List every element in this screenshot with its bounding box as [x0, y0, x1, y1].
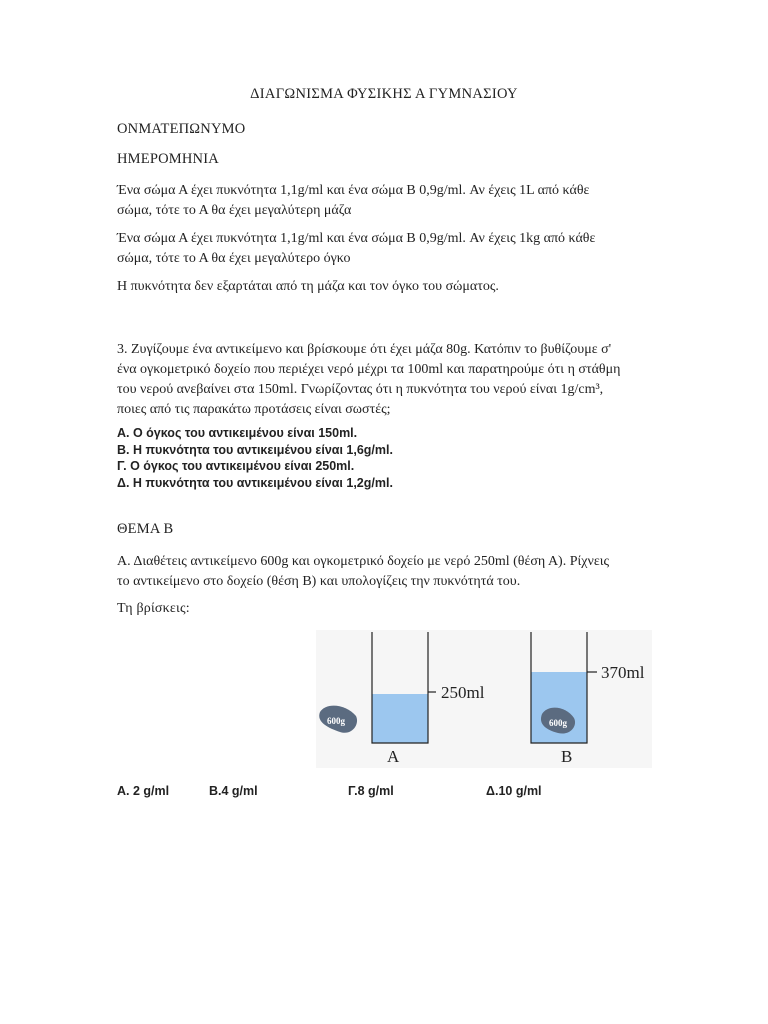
statement-1-line-1: Ένα σώμα Α έχει πυκνότητα 1,1g/ml και ένα σώμα Β 0,9g/ml. Αν έχεις 1L από κάθε — [117, 183, 590, 198]
theme-b-heading: ΘΕΜΑ Β — [117, 521, 174, 537]
theme-b-line-1: Α. Διαθέτεις αντικείμενο 600g και ογκομετρικό δοχείο με νερό 250ml (θέση Α). Ρίχνεις — [117, 554, 610, 569]
theme-b-text — [117, 552, 657, 592]
beaker-a-volume-label: 250ml — [441, 683, 485, 702]
name-label: ΟΝΜΑΤΕΠΩΝΥΜΟ — [117, 121, 246, 137]
answer-d: Δ.10 g/ml — [486, 784, 542, 798]
answer-b: Β.4 g/ml — [209, 784, 258, 798]
statement-2 — [117, 229, 657, 269]
question-3-line-2: ένα ογκομετρικό δοχείο που περιέχει νερό μέχρι τα 100ml και παρατηρούμε ότι η στάθμη — [117, 362, 621, 377]
statement-2-line-1: Ένα σώμα Α έχει πυκνότητα 1,1g/ml και ένα σώμα Β 0,9g/ml. Αν έχεις 1kg από κάθε — [117, 231, 596, 246]
question-3-line-3: του νερού ανεβαίνει στα 150ml. Γνωρίζοντας ότι η πυκνότητα του νερού είναι 1g/cm³, — [117, 382, 604, 397]
statement-2-line-2: σώμα, τότε το Α θα έχει μεγαλύτερο όγκο — [117, 251, 351, 266]
stone-b-mass-label: 600g — [549, 718, 567, 728]
statement-1 — [117, 181, 657, 221]
question-3-option-c: Γ. Ο όγκος του αντικειμένου είναι 250ml. — [117, 459, 355, 473]
answer-a: Α. 2 g/ml — [117, 784, 170, 798]
question-3-line-4: ποιες από τις παρακάτω προτάσεις είναι σωστές; — [117, 402, 391, 417]
beaker-b-position-label: Β — [561, 747, 573, 766]
stone-a-mass-label: 600g — [327, 716, 345, 726]
theme-b-line-2: το αντικείμενο στο δοχείο (θέση Β) και υπολογίζεις την πυκνότητά του. — [117, 574, 521, 589]
beaker-b-volume-label: 370ml — [601, 663, 645, 682]
beaker-figure — [316, 630, 652, 768]
question-3-line-1: 3. Ζυγίζουμε ένα αντικείμενο και βρίσκουμε ότι έχει μάζα 80g. Κατόπιν το βυθίζουμε σ' — [117, 342, 612, 357]
beaker-a-water — [372, 694, 428, 743]
question-3-option-b: Β. Η πυκνότητα του αντικειμένου είναι 1,6g/ml. — [117, 443, 393, 457]
question-3-option-a: Α. Ο όγκος του αντικειμένου είναι 150ml. — [117, 426, 358, 440]
beaker-a-position-label: Α — [387, 747, 400, 766]
beaker-figure-svg — [316, 630, 652, 768]
question-3-option-d: Δ. Η πυκνότητα του αντικειμένου είναι 1,2g/ml. — [117, 476, 393, 490]
document-title: ΔΙΑΓΩΝΙΣΜΑ ΦΥΣΙΚΗΣ Α ΓΥΜΝΑΣΙΟΥ — [250, 86, 518, 102]
statement-1-line-2: σώμα, τότε το Α θα έχει μεγαλύτερη μάζα — [117, 203, 352, 218]
statement-3 — [117, 277, 657, 297]
question-3-text — [117, 340, 657, 420]
date-label: ΗΜΕΡΟΜΗΝΙΑ — [117, 151, 219, 167]
statement-3-line-1: Η πυκνότητα δεν εξαρτάται από τη μάζα και τον όγκο του σώματος. — [117, 279, 499, 294]
theme-b-prompt: Τη βρίσκεις: — [117, 601, 190, 616]
answer-c: Γ.8 g/ml — [348, 784, 394, 798]
